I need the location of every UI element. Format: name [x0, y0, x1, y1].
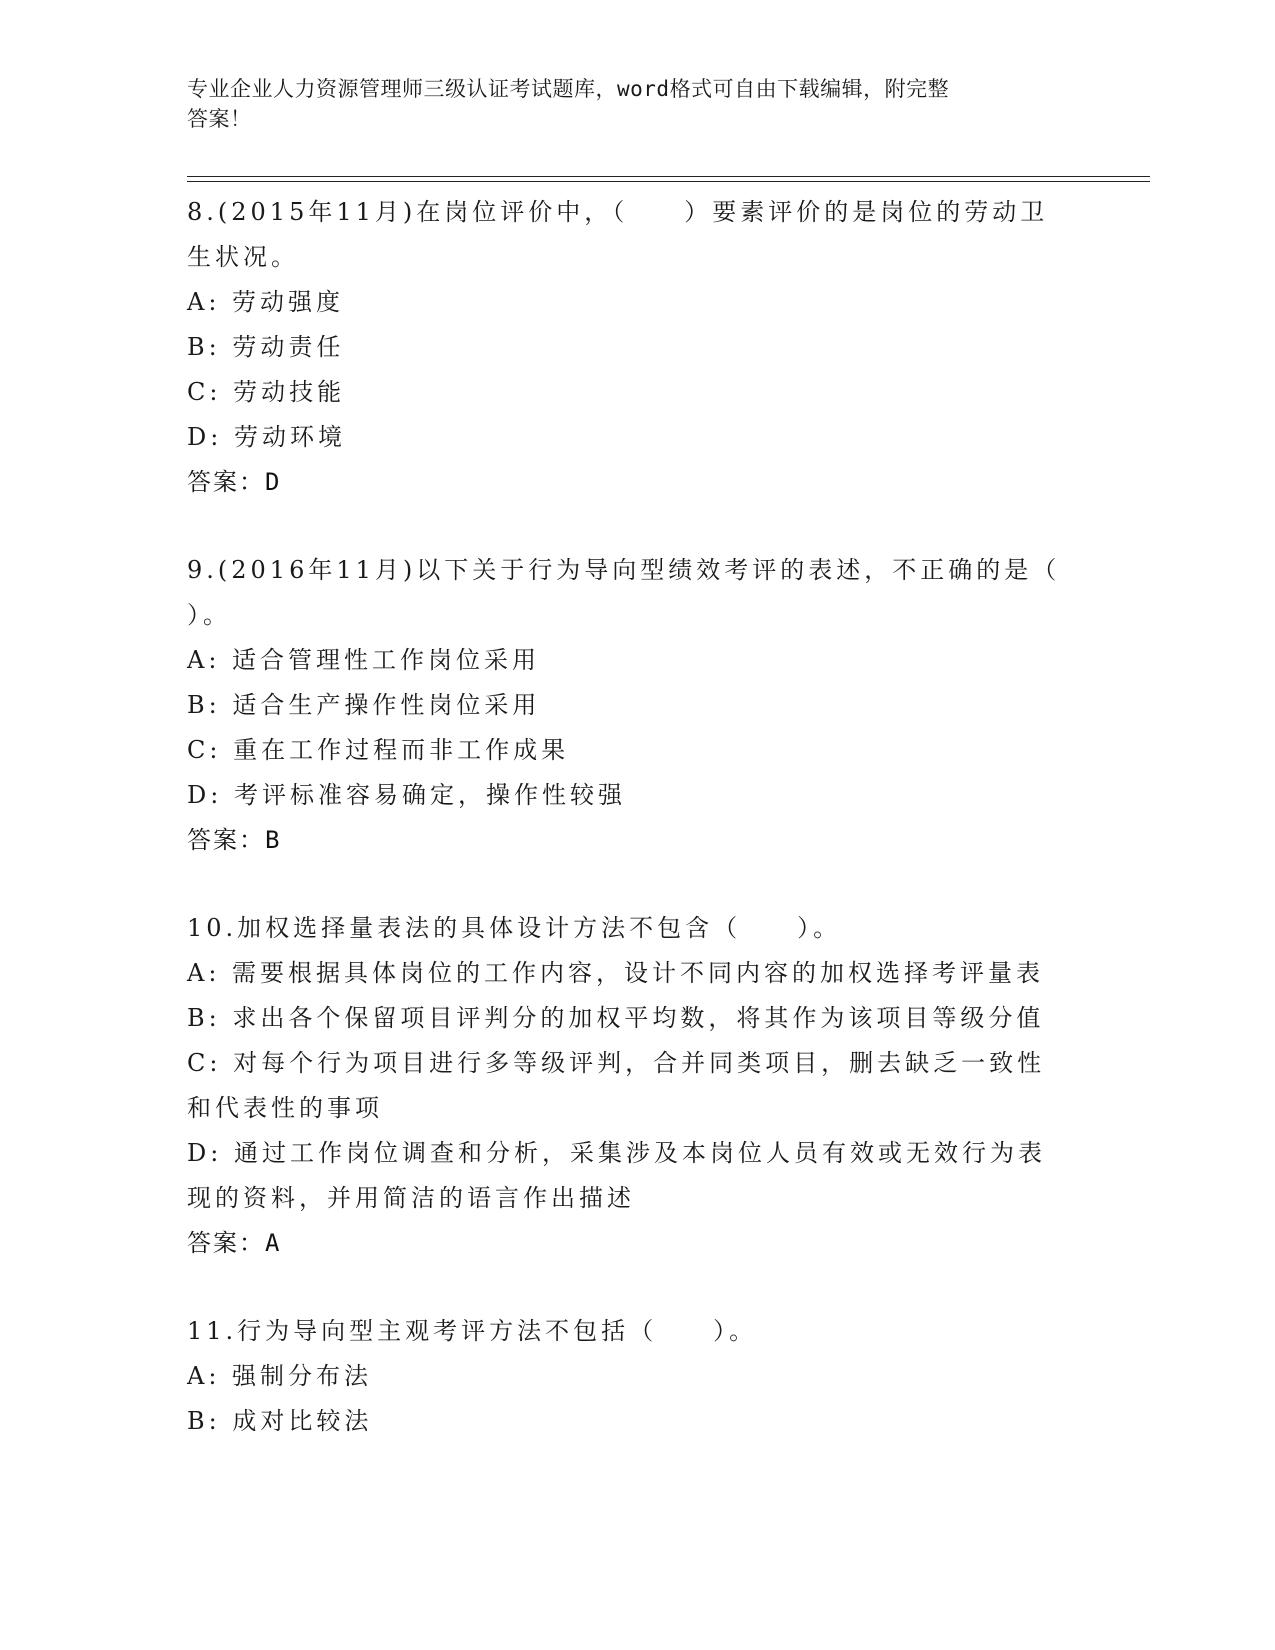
option-d: D: 通过工作岗位调查和分析，采集涉及本岗位人员有效或无效行为表: [187, 1139, 1046, 1167]
option-d: D: 考评标准容易确定，操作性较强: [187, 781, 626, 809]
option-c-continued: 和代表性的事项: [187, 1094, 383, 1122]
header-title-line-2: 答案！: [187, 107, 252, 131]
document-header: [187, 74, 1067, 134]
question-list: [187, 190, 1087, 1487]
question-stem: 8.(2015年11月)在岗位评价中，（ ）要素评价的是岗位的劳动卫: [187, 198, 1049, 226]
option-b: B: 成对比较法: [187, 1407, 373, 1435]
header-divider-bottom: [187, 181, 1150, 182]
option-b: B: 劳动责任: [187, 333, 345, 361]
question-stem: 9.(2016年11月)以下关于行为导向型绩效考评的表述，不正确的是（: [187, 556, 1061, 584]
question-9: [187, 548, 1087, 863]
option-c: C: 重在工作过程而非工作成果: [187, 736, 570, 764]
answer-key: 答案：D: [187, 468, 282, 496]
question-stem: 10.加权选择量表法的具体设计方法不包含（ ）。: [187, 914, 842, 942]
question-stem: 11.行为导向型主观考评方法不包括（ ）。: [187, 1317, 758, 1345]
header-title-line-1: 专业企业人力资源管理师三级认证考试题库，word格式可自由下载编辑，附完整: [187, 77, 950, 101]
question-8: [187, 190, 1087, 505]
option-d: D: 劳动环境: [187, 423, 346, 451]
answer-key: 答案：B: [187, 826, 282, 854]
header-divider-top: [187, 176, 1150, 177]
option-b: B: 求出各个保留项目评判分的加权平均数，将其作为该项目等级分值: [187, 1004, 1045, 1032]
question-10: [187, 906, 1087, 1266]
option-c: C: 对每个行为项目进行多等级评判，合并同类项目，删去缺乏一致性: [187, 1049, 1046, 1077]
option-a: A: 劳动强度: [187, 288, 345, 316]
option-b: B: 适合生产操作性岗位采用: [187, 691, 541, 719]
option-d-continued: 现的资料，并用简洁的语言作出描述: [187, 1184, 635, 1212]
option-a: A: 适合管理性工作岗位采用: [187, 646, 541, 674]
answer-key: 答案：A: [187, 1229, 282, 1257]
question-stem-continued: ）。: [187, 601, 231, 629]
option-a: A: 需要根据具体岗位的工作内容，设计不同内容的加权选择考评量表: [187, 959, 1045, 987]
question-11: [187, 1309, 1087, 1444]
option-a: A: 强制分布法: [187, 1362, 373, 1390]
question-stem-continued: 生状况。: [187, 243, 299, 271]
option-c: C: 劳动技能: [187, 378, 346, 406]
